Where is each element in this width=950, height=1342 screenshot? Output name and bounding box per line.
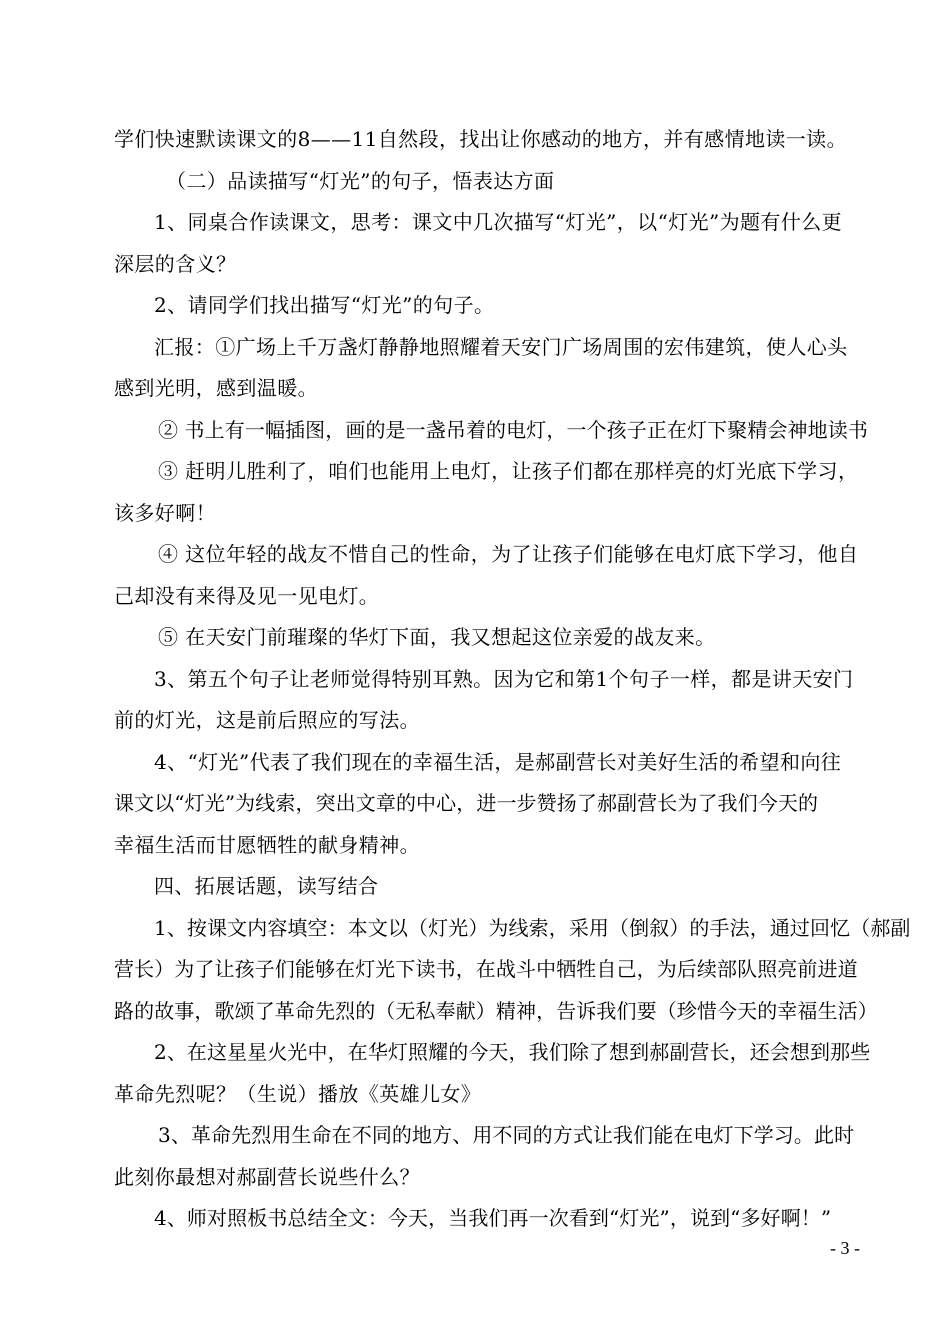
quote-line-5: ⑤ 在天安门前璀璨的华灯下面，我又想起这位亲爱的战友来。 xyxy=(158,625,716,649)
paragraph-line: 此刻你最想对郝副营长说些什么？ xyxy=(114,1164,420,1189)
section-heading-2: （二）品读描写“灯光”的句子，悟表达方面 xyxy=(166,168,555,193)
paragraph-line: 营长）为了让孩子们能够在灯光下读书，在战斗中牺牲自己，为后续部队照亮前进道 xyxy=(114,957,858,981)
paragraph-line: 路的故事，歌颂了革命先烈的（无私奉献）精神，告诉我们要（珍惜今天的幸福生活） xyxy=(114,998,878,1023)
document-body xyxy=(114,119,911,1240)
paragraph-line: 4、“灯光”代表了我们现在的幸福生活，是郝副营长对美好生活的希望和向往 xyxy=(154,749,842,774)
page-number: - 3 - xyxy=(830,1238,860,1258)
paragraph-line: 4、师对照板书总结全文：今天，当我们再一次看到“灯光”，说到“多好啊！” xyxy=(154,1206,832,1230)
paragraph-line: 3、革命先烈用生命在不同的地方、用不同的方式让我们能在电灯下学习。此时 xyxy=(158,1123,855,1147)
paragraph-line: 己却没有来得及见一见电灯。 xyxy=(114,583,380,608)
paragraph-line: 1、按课文内容填空：本文以（灯光）为线索，采用（倒叙）的手法，通过回忆（郝副 xyxy=(154,915,911,940)
paragraph-line: 前的灯光，这是前后照应的写法。 xyxy=(114,708,420,732)
paragraph-line: 感到光明，感到温暖。 xyxy=(114,376,318,400)
quote-line-2: ② 书上有一幅插图，画的是一盏吊着的电灯，一个孩子正在灯下聚精会神地读书 xyxy=(158,417,868,442)
paragraph-line: 幸福生活而甘愿牺牲的献身精神。 xyxy=(114,832,420,857)
paragraph-line: 汇报：①广场上千万盏灯静静地照耀着天安门广场周围的宏伟建筑，使人心头 xyxy=(154,334,848,359)
quote-line-3: ③ 赶明儿胜利了，咱们也能用上电灯，让孩子们都在那样亮的灯光底下学习， xyxy=(158,459,859,483)
paragraph-line: 学们快速默读课文的8——11自然段，找出让你感动的地方，并有感情地读一读。 xyxy=(114,127,847,151)
paragraph-line: 革命先烈呢？（生说）播放《英雄儿女》 xyxy=(114,1081,482,1106)
paragraph-line: 课文以“灯光”为线索，突出文章的中心，进一步赞扬了郝副营长为了我们今天的 xyxy=(114,791,819,815)
paragraph-line: 3、第五个句子让老师觉得特别耳熟。因为它和第1个句子一样，都是讲天安门 xyxy=(154,666,854,691)
section-heading-4: 四、拓展话题，读写结合 xyxy=(154,874,379,898)
paragraph-line: 深层的含义？ xyxy=(114,251,237,276)
quote-line-4: ④ 这位年轻的战友不惜自己的性命，为了让孩子们能够在电灯底下学习，他自 xyxy=(158,542,859,566)
paragraph-line: 2、请同学们找出描写“灯光”的句子。 xyxy=(154,293,495,317)
paragraph-line: 该多好啊！ xyxy=(114,500,216,525)
paragraph-line: 2、在这星星火光中，在华灯照耀的今天，我们除了想到郝副营长，还会想到那些 xyxy=(154,1040,871,1064)
paragraph-line: 1、同桌合作读课文，思考：课文中几次描写“灯光”，以“灯光”为题有什么更 xyxy=(154,210,843,234)
